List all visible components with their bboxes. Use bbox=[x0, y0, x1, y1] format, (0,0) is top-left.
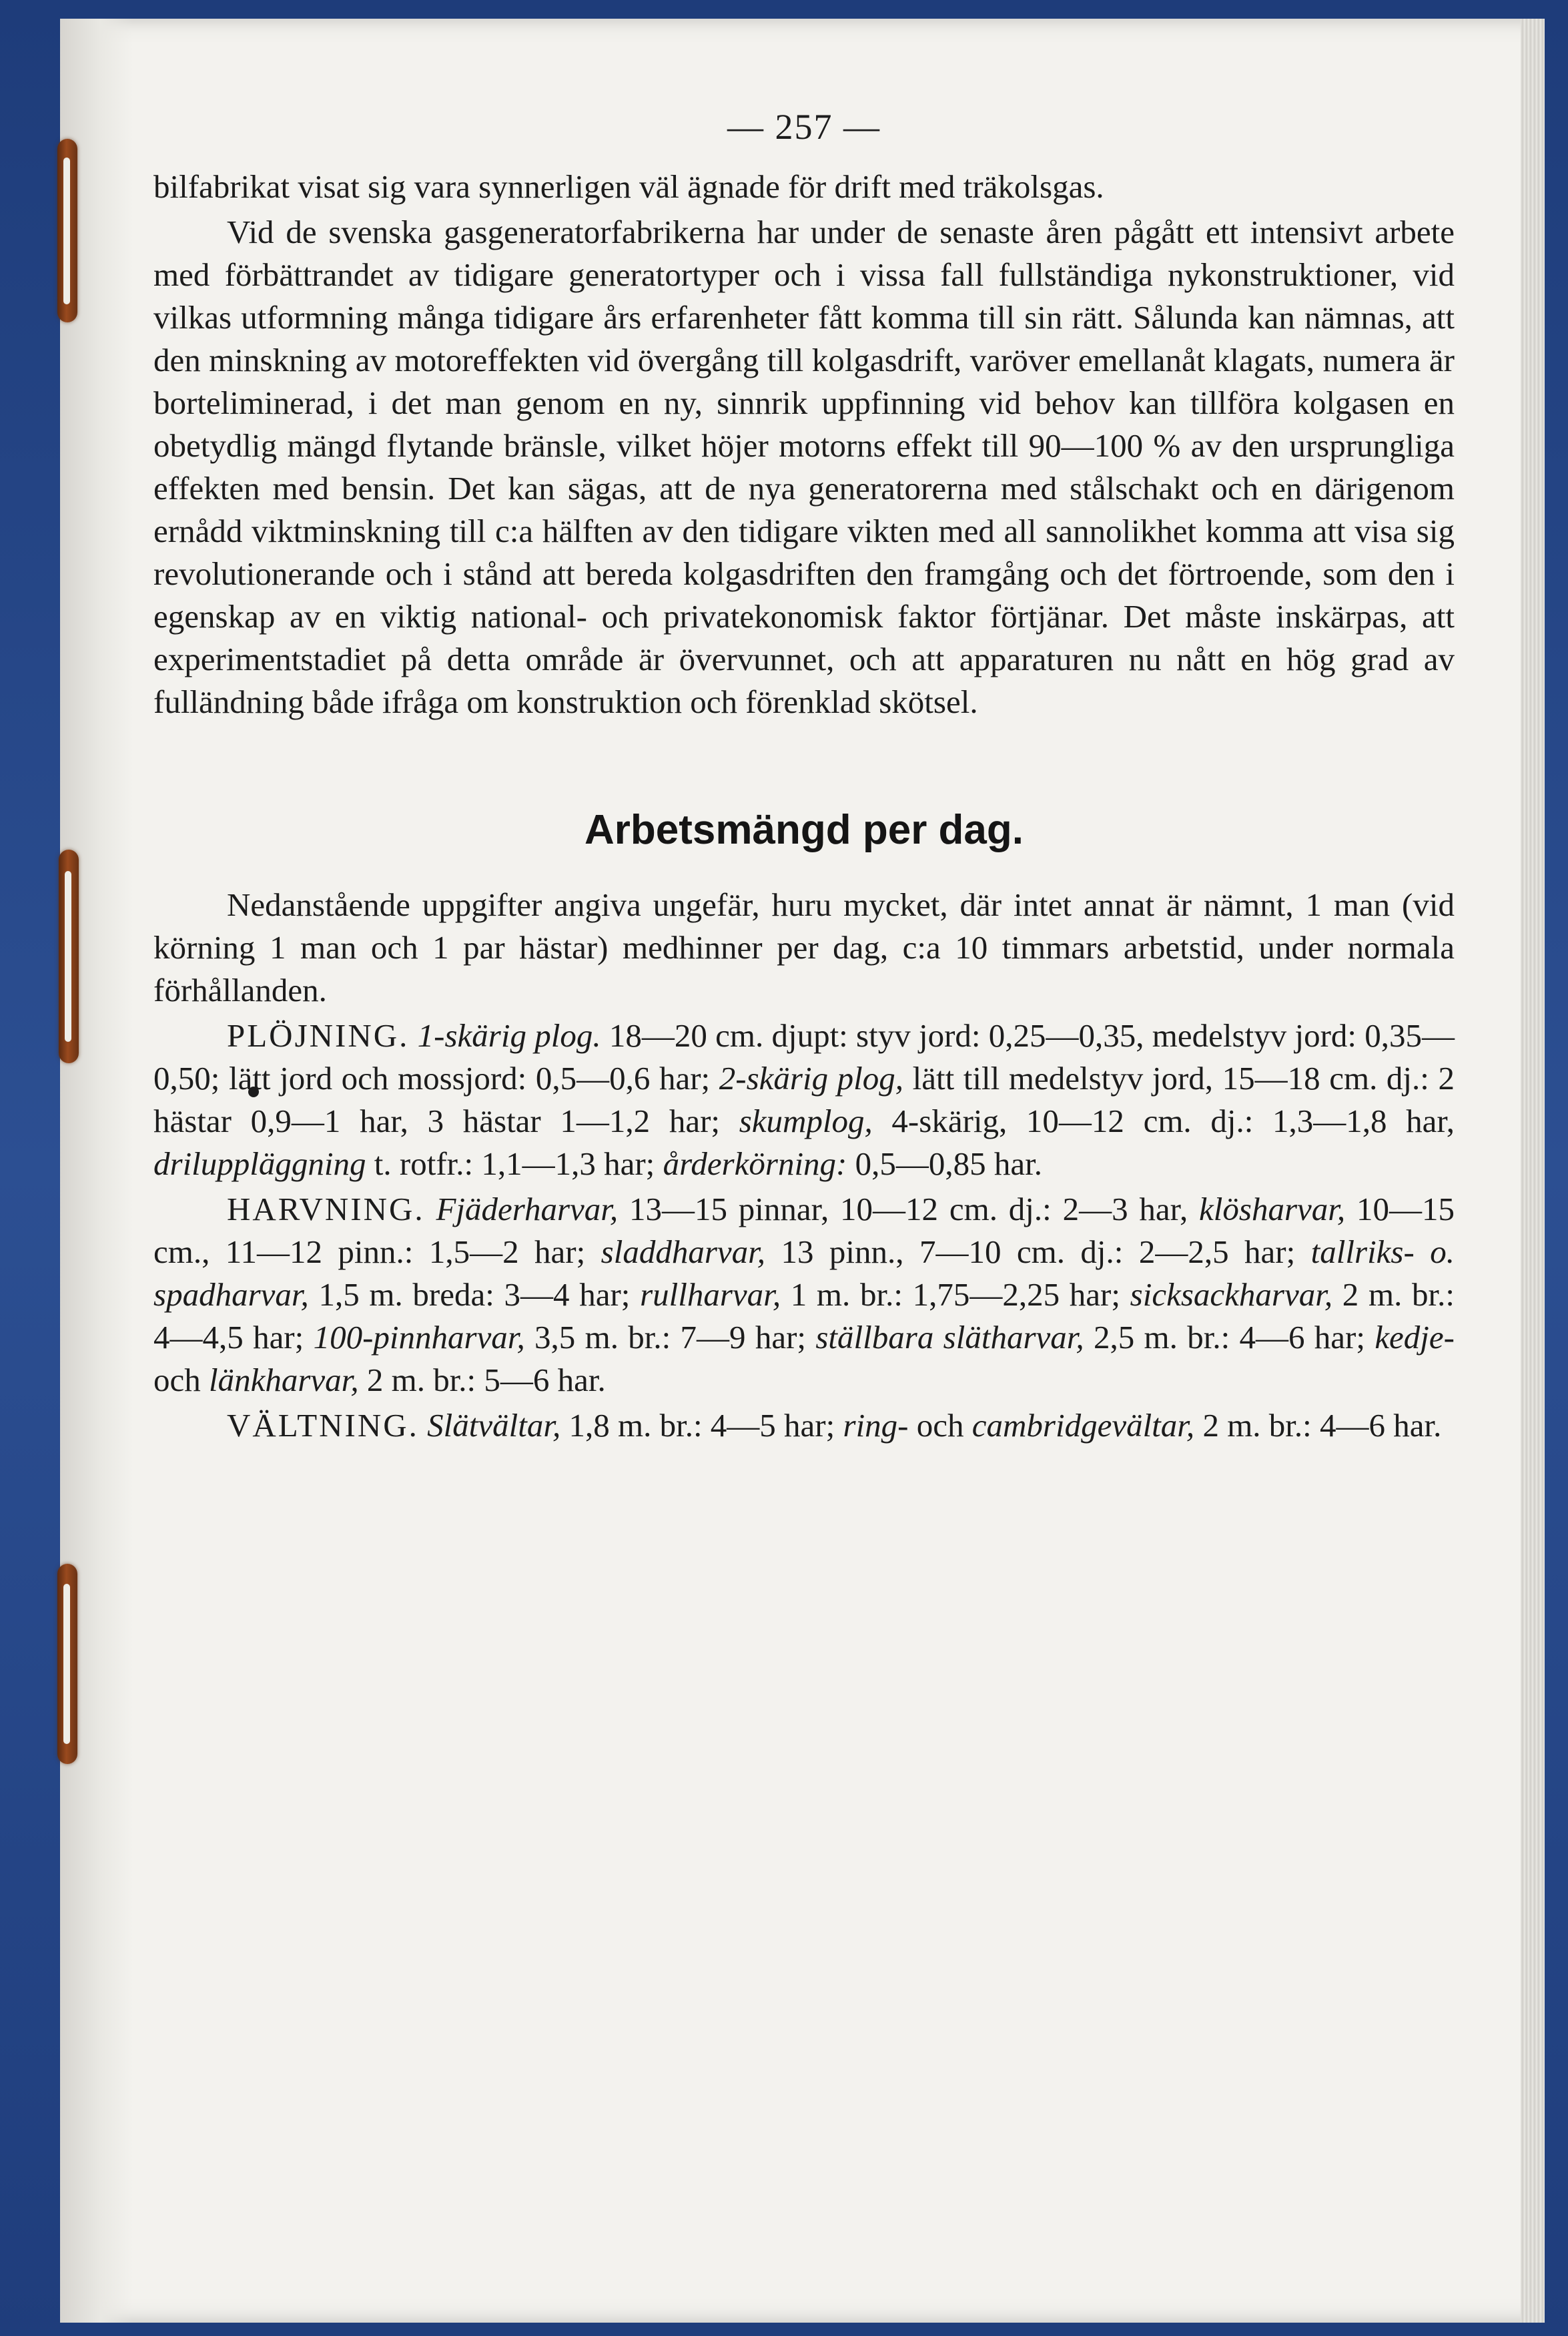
harvning-text-7: 3,5 m. br.: 7—9 har; bbox=[524, 1319, 816, 1356]
valtning-item-3: cambridgevältar, bbox=[971, 1407, 1195, 1444]
paragraph-gasgenerators: Vid de svenska gasgeneratorfabrikerna har under de senaste åren pågått ett intensivt arbete med förbättrandet av tidigare generatortyper och i vissa fall fullständiga nykonstruktioner, vid vilkas utformning många tidigare års erfarenheter fått komma till sin rätt. Sålunda kan nämnas, att den minskning av motoreffekten vid övergång till kolgasdrift, varöver emellanåt klagats, numera är borteliminerad, i det man genom en ny, sinnrik uppfinning vid behov kan tillföra kolgasen en obetydlig mängd flytande bränsle, vilket höjer motorns effekt till 90—100 % av den ursprungliga effekten med bensin. Det kan sägas, att de nya generatorerna med stålschakt och en därigenom ernådd viktminskning till c:a hälften av den tidigare vikten med all sannolikhet komma att visa sig revolutionerande och i stånd att bereda kolgasdriften den framgång och det förtroende, som den i egenskap av en viktig national- och privatekonomisk faktor förtjänar. Det måste inskärpas, att experimentstadiet på detta område är övervunnet, och att apparaturen nu nått en hög grad av fulländning både ifråga om konstruktion och förenklad skötsel. bbox=[153, 214, 1455, 720]
harvning-text-9: och bbox=[153, 1362, 209, 1398]
plojning-text-2: lätt till medelstyv jord, 15—18 cm. dj.: 2 hästar 0,9—1 har, 3 hästar 1—1,2 har; bbox=[153, 1060, 1455, 1139]
valtning-text-2: och bbox=[908, 1407, 972, 1444]
harvning-text-10: 2 m. br.: 5—6 har. bbox=[358, 1362, 606, 1398]
plojning-text-4: t. rotfr.: 1,1—1,3 har; bbox=[366, 1145, 663, 1182]
term-plojning: PLÖJNING. bbox=[227, 1017, 410, 1054]
paragraph-valtning bbox=[153, 1404, 1455, 1447]
paragraph-continuation: bilfabrikat visat sig vara synnerligen väl ägnade för drift med träkolsgas. bbox=[153, 168, 1104, 205]
page-edge bbox=[1521, 19, 1545, 2323]
harvning-item-9: kedje- bbox=[1375, 1319, 1455, 1356]
valtning-text-3: 2 m. br.: 4—6 har. bbox=[1194, 1407, 1442, 1444]
valtning-item-2: ring- bbox=[843, 1407, 909, 1444]
harvning-text-5: 1 m. br.: 1,75—2,25 har; bbox=[781, 1276, 1130, 1313]
plojning-text-5: 0,5—0,85 har. bbox=[847, 1145, 1043, 1182]
harvning-text-1: 13—15 pinnar, 10—12 cm. dj.: 2—3 har, bbox=[618, 1191, 1200, 1227]
paragraph-plojning bbox=[153, 1014, 1455, 1185]
harvning-item-1: Fjäderharvar, bbox=[436, 1191, 619, 1227]
page-spine-shadow bbox=[60, 19, 133, 2323]
harvning-item-7: 100-pinnharvar, bbox=[313, 1319, 525, 1356]
plojning-item-5: årderkörning: bbox=[663, 1145, 847, 1182]
valtning-text-1: 1,8 m. br.: 4—5 har; bbox=[560, 1407, 843, 1444]
plojning-item-1: 1-skärig plog. bbox=[417, 1017, 601, 1054]
harvning-item-8: ställbara slätharvar, bbox=[815, 1319, 1084, 1356]
plojning-item-2: 2-skärig plog, bbox=[719, 1060, 904, 1097]
harvning-text-3: 13 pinn., 7—10 cm. dj.: 2—2,5 har; bbox=[765, 1233, 1311, 1270]
term-valtning: VÄLTNING. bbox=[227, 1407, 419, 1444]
section-heading: Arbetsmängd per dag. bbox=[584, 807, 1024, 853]
harvning-text-2: 10—15 cm., 11—12 pinn.: 1,5—2 har; bbox=[153, 1191, 1455, 1270]
plojning-text-1: 18—20 cm. djupt: styv jord: 0,25—0,35, medelstyv jord: 0,35—0,50; lätt jord och mossjord: 0,5—0,6 har; bbox=[153, 1017, 1455, 1097]
valtning-item-1: Slätvältar, bbox=[427, 1407, 561, 1444]
staple-middle bbox=[59, 850, 79, 1063]
book-page bbox=[60, 19, 1545, 2323]
paragraph-harvning bbox=[153, 1188, 1455, 1402]
harvning-text-6: 2 m. br.: 4—4,5 har; bbox=[153, 1276, 1455, 1356]
harvning-item-10: länkharvar, bbox=[209, 1362, 359, 1398]
plojning-text-3: 4-skärig, 10—12 cm. dj.: 1,3—1,8 har, bbox=[872, 1103, 1455, 1139]
plojning-item-3: skumplog, bbox=[739, 1103, 873, 1139]
harvning-text-8: 2,5 m. br.: 4—6 har; bbox=[1084, 1319, 1375, 1356]
harvning-item-5: rullharvar, bbox=[640, 1276, 781, 1313]
section-intro: Nedanstående uppgifter angiva ungefär, huru mycket, där intet annat är nämnt, 1 man (vid körning 1 man och 1 par hästar) medhinner per dag, c:a 10 timmars arbetstid, under normala förhållanden. bbox=[153, 886, 1455, 1008]
staple-bottom bbox=[57, 1564, 77, 1764]
harvning-item-3: sladdharvar, bbox=[601, 1233, 766, 1270]
harvning-item-6: sicksackharvar, bbox=[1130, 1276, 1333, 1313]
harvning-item-2: klösharvar, bbox=[1199, 1191, 1346, 1227]
term-harvning: HARVNING. bbox=[227, 1191, 425, 1227]
page-number: — 257 — bbox=[727, 107, 881, 147]
plojning-item-4: driluppläggning bbox=[153, 1145, 366, 1182]
harvning-item-4: tallriks- o. spadharvar, bbox=[153, 1233, 1455, 1313]
staple-top bbox=[57, 139, 77, 322]
harvning-text-4: 1,5 m. breda: 3—4 har; bbox=[308, 1276, 641, 1313]
page-content bbox=[153, 105, 1455, 1447]
